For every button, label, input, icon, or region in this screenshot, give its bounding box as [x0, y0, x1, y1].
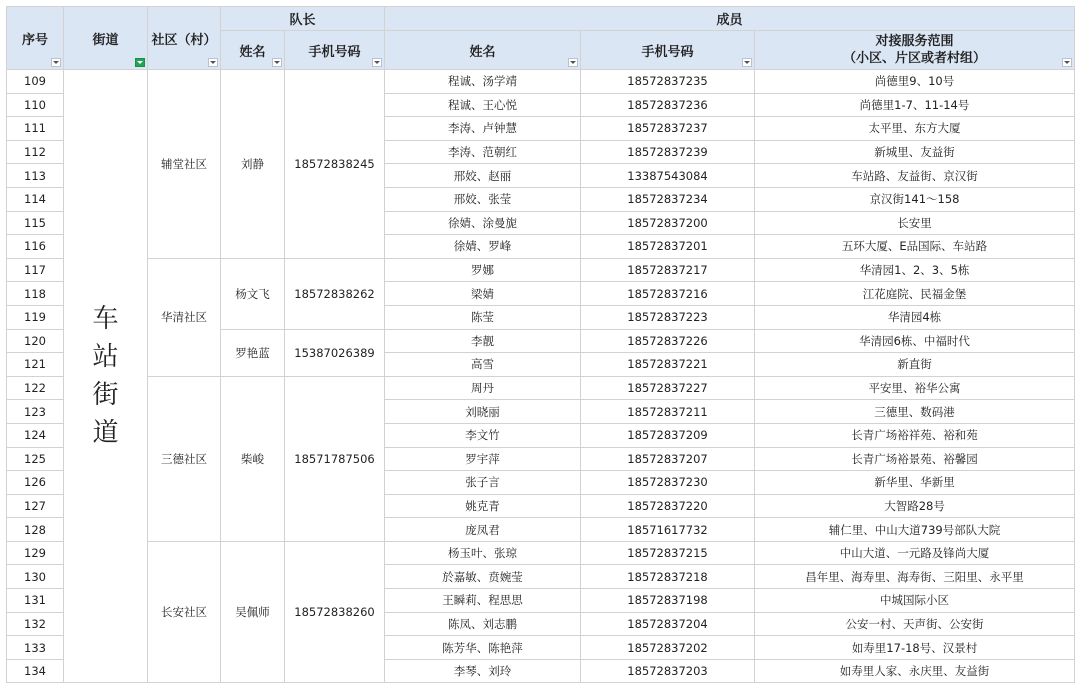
service-scope-cell[interactable]: 尚德里9、10号 [755, 70, 1075, 94]
service-scope-cell[interactable]: 江花庭院、民福金堡 [755, 282, 1075, 306]
street-cell[interactable] [64, 70, 148, 683]
service-scope-cell[interactable]: 华清园1、2、3、5栋 [755, 258, 1075, 282]
header-member-name: 姓名 [385, 31, 581, 70]
service-scope-cell[interactable]: 新直街 [755, 353, 1075, 377]
member-names-cell[interactable]: 高雪 [385, 353, 581, 377]
header-member-group: 成员 [385, 7, 1075, 31]
member-phone-cell[interactable]: 18572837220 [581, 494, 755, 518]
member-names-cell[interactable]: 李涛、范朝红 [385, 140, 581, 164]
member-phone-cell[interactable]: 18572837237 [581, 117, 755, 141]
service-scope-cell[interactable]: 中山大道、一元路及锋尚大厦 [755, 541, 1075, 565]
member-phone-cell[interactable]: 18572837200 [581, 211, 755, 235]
member-names-cell[interactable]: 王瞬莉、程思思 [385, 589, 581, 613]
community-cell[interactable]: 华清社区 [148, 258, 221, 376]
member-names-cell[interactable]: 李涛、卢钟慧 [385, 117, 581, 141]
volunteer-table [6, 6, 1075, 683]
captain-name-cell[interactable]: 刘静 [221, 70, 285, 259]
seq-cell[interactable]: 130 [7, 565, 64, 589]
member-names-cell[interactable]: 程诚、王心悦 [385, 93, 581, 117]
seq-cell[interactable]: 127 [7, 494, 64, 518]
seq-cell[interactable]: 118 [7, 282, 64, 306]
seq-cell[interactable]: 116 [7, 235, 64, 259]
captain-name-cell[interactable]: 杨文飞 [221, 258, 285, 329]
seq-cell[interactable]: 110 [7, 93, 64, 117]
filter-dropdown-icon[interactable] [372, 58, 382, 67]
header-service-scope: 对接服务范围 （小区、片区或者村组） [755, 31, 1075, 70]
service-scope-cell[interactable]: 三德里、数码港 [755, 400, 1075, 424]
seq-cell[interactable]: 115 [7, 211, 64, 235]
member-phone-cell[interactable]: 18572837230 [581, 471, 755, 495]
member-phone-cell[interactable]: 18572837227 [581, 376, 755, 400]
member-phone-cell[interactable]: 13387543084 [581, 164, 755, 188]
captain-phone-cell[interactable]: 18572838245 [285, 70, 385, 259]
member-names-cell[interactable]: 程诚、汤学靖 [385, 70, 581, 94]
member-phone-cell[interactable]: 18572837207 [581, 447, 755, 471]
service-scope-cell[interactable]: 长青广场裕景苑、裕馨园 [755, 447, 1075, 471]
seq-cell[interactable]: 117 [7, 258, 64, 282]
community-cell[interactable]: 长安社区 [148, 541, 221, 683]
header-captain-group: 队长 [221, 7, 385, 31]
member-phone-cell[interactable]: 18572837234 [581, 187, 755, 211]
filter-dropdown-icon[interactable] [51, 58, 61, 67]
member-phone-cell[interactable]: 18572837236 [581, 93, 755, 117]
captain-name-cell[interactable]: 柴峻 [221, 376, 285, 541]
member-names-cell[interactable]: 邢姣、赵丽 [385, 164, 581, 188]
member-names-cell[interactable]: 梁婧 [385, 282, 581, 306]
service-scope-cell[interactable]: 新华里、华新里 [755, 471, 1075, 495]
member-phone-cell[interactable]: 18572837239 [581, 140, 755, 164]
seq-cell[interactable]: 119 [7, 305, 64, 329]
member-names-cell[interactable]: 李靓 [385, 329, 581, 353]
captain-phone-cell[interactable]: 18572838262 [285, 258, 385, 329]
member-phone-cell[interactable]: 18572837218 [581, 565, 755, 589]
member-names-cell[interactable]: 刘晓丽 [385, 400, 581, 424]
seq-cell[interactable]: 126 [7, 471, 64, 495]
member-phone-cell[interactable]: 18572837201 [581, 235, 755, 259]
street-char: 街 [92, 380, 119, 411]
filter-dropdown-icon[interactable] [272, 58, 282, 67]
member-names-cell[interactable]: 张子言 [385, 471, 581, 495]
street-char: 道 [92, 418, 119, 449]
seq-cell[interactable]: 133 [7, 636, 64, 660]
seq-cell[interactable]: 123 [7, 400, 64, 424]
member-phone-cell[interactable]: 18572837216 [581, 282, 755, 306]
filter-dropdown-icon[interactable] [1062, 58, 1072, 67]
member-names-cell[interactable]: 徐婧、罗峰 [385, 235, 581, 259]
member-phone-cell[interactable]: 18572837202 [581, 636, 755, 660]
service-scope-cell[interactable]: 大智路28号 [755, 494, 1075, 518]
table-row [7, 258, 1075, 282]
member-names-cell[interactable]: 陈芳华、陈艳萍 [385, 636, 581, 660]
seq-cell[interactable]: 109 [7, 70, 64, 94]
filter-dropdown-icon[interactable] [742, 58, 752, 67]
member-names-cell[interactable]: 徐婧、涂曼旎 [385, 211, 581, 235]
filter-dropdown-icon[interactable] [208, 58, 218, 67]
member-phone-cell[interactable]: 18572837198 [581, 589, 755, 613]
seq-cell[interactable]: 112 [7, 140, 64, 164]
seq-cell[interactable]: 131 [7, 589, 64, 613]
service-scope-cell[interactable]: 车站路、友益街、京汉街 [755, 164, 1075, 188]
street-char: 站 [92, 342, 119, 373]
seq-cell[interactable]: 134 [7, 659, 64, 683]
member-names-cell[interactable]: 周丹 [385, 376, 581, 400]
captain-phone-cell[interactable]: 15387026389 [285, 329, 385, 376]
captain-phone-cell[interactable]: 18572838260 [285, 541, 385, 683]
seq-cell[interactable]: 111 [7, 117, 64, 141]
seq-cell[interactable]: 128 [7, 518, 64, 542]
member-phone-cell[interactable]: 18572837203 [581, 659, 755, 683]
service-scope-cell[interactable]: 华清园4栋 [755, 305, 1075, 329]
member-phone-cell[interactable]: 18572837209 [581, 423, 755, 447]
member-names-cell[interactable]: 李琴、刘玲 [385, 659, 581, 683]
filter-active-icon[interactable] [135, 58, 145, 67]
member-phone-cell[interactable]: 18572837204 [581, 612, 755, 636]
member-names-cell[interactable]: 陈莹 [385, 305, 581, 329]
seq-cell[interactable]: 132 [7, 612, 64, 636]
seq-cell[interactable]: 129 [7, 541, 64, 565]
member-names-cell[interactable]: 姚克青 [385, 494, 581, 518]
member-names-cell[interactable]: 邢姣、张莹 [385, 187, 581, 211]
member-phone-cell[interactable]: 18572837223 [581, 305, 755, 329]
member-names-cell[interactable]: 於嘉敏、贲婉莹 [385, 565, 581, 589]
service-scope-cell[interactable]: 中城国际小区 [755, 589, 1075, 613]
seq-cell[interactable]: 120 [7, 329, 64, 353]
member-names-cell[interactable]: 罗宇萍 [385, 447, 581, 471]
service-scope-cell[interactable]: 如寿里人家、永庆里、友益街 [755, 659, 1075, 683]
table-header [7, 7, 1075, 70]
member-phone-cell[interactable]: 18572837221 [581, 353, 755, 377]
member-phone-cell[interactable]: 18571617732 [581, 518, 755, 542]
table-row [7, 376, 1075, 400]
street-char: 车 [92, 304, 119, 335]
member-names-cell[interactable]: 李文竹 [385, 423, 581, 447]
service-scope-cell[interactable]: 如寿里17-18号、汉景村 [755, 636, 1075, 660]
seq-cell[interactable]: 125 [7, 447, 64, 471]
member-phone-cell[interactable]: 18572837235 [581, 70, 755, 94]
service-scope-cell[interactable]: 长安里 [755, 211, 1075, 235]
service-scope-cell[interactable]: 昌年里、海寿里、海寿街、三阳里、永平里 [755, 565, 1075, 589]
service-scope-cell[interactable]: 京汉街141～158 [755, 187, 1075, 211]
community-cell[interactable]: 三德社区 [148, 376, 221, 541]
service-scope-cell[interactable]: 太平里、东方大厦 [755, 117, 1075, 141]
member-names-cell[interactable]: 罗娜 [385, 258, 581, 282]
table-row [7, 541, 1075, 565]
header-community: 社区（村） [148, 7, 221, 70]
seq-cell[interactable]: 113 [7, 164, 64, 188]
table-body [7, 70, 1075, 683]
header-captain-phone: 手机号码 [285, 31, 385, 70]
service-scope-cell[interactable]: 五环大厦、E品国际、车站路 [755, 235, 1075, 259]
filter-dropdown-icon[interactable] [568, 58, 578, 67]
service-scope-cell[interactable]: 尚德里1-7、11-14号 [755, 93, 1075, 117]
header-member-phone: 手机号码 [581, 31, 755, 70]
seq-cell[interactable]: 114 [7, 187, 64, 211]
service-scope-cell[interactable]: 华清园6栋、中福时代 [755, 329, 1075, 353]
captain-name-cell[interactable]: 罗艳蓝 [221, 329, 285, 376]
member-phone-cell[interactable]: 18572837211 [581, 400, 755, 424]
member-phone-cell[interactable]: 18572837226 [581, 329, 755, 353]
service-scope-cell[interactable]: 新城里、友益街 [755, 140, 1075, 164]
member-phone-cell[interactable]: 18572837215 [581, 541, 755, 565]
header-captain-name: 姓名 [221, 31, 285, 70]
header-street: 街道 [64, 7, 148, 70]
member-names-cell[interactable]: 庞凤君 [385, 518, 581, 542]
service-scope-cell[interactable]: 平安里、裕华公寓 [755, 376, 1075, 400]
member-names-cell[interactable]: 陈凤、刘志鹏 [385, 612, 581, 636]
table-row [7, 70, 1075, 94]
seq-cell[interactable]: 121 [7, 353, 64, 377]
service-scope-cell[interactable]: 公安一村、天声街、公安街 [755, 612, 1075, 636]
service-scope-cell[interactable]: 长青广场裕祥苑、裕和苑 [755, 423, 1075, 447]
service-scope-cell[interactable]: 辅仁里、中山大道739号部队大院 [755, 518, 1075, 542]
community-cell[interactable]: 辅堂社区 [148, 70, 221, 259]
seq-cell[interactable]: 122 [7, 376, 64, 400]
captain-phone-cell[interactable]: 18571787506 [285, 376, 385, 541]
seq-cell[interactable]: 124 [7, 423, 64, 447]
header-seq: 序号 [7, 7, 64, 70]
captain-name-cell[interactable]: 吴佩师 [221, 541, 285, 683]
member-phone-cell[interactable]: 18572837217 [581, 258, 755, 282]
member-names-cell[interactable]: 杨玉叶、张琼 [385, 541, 581, 565]
